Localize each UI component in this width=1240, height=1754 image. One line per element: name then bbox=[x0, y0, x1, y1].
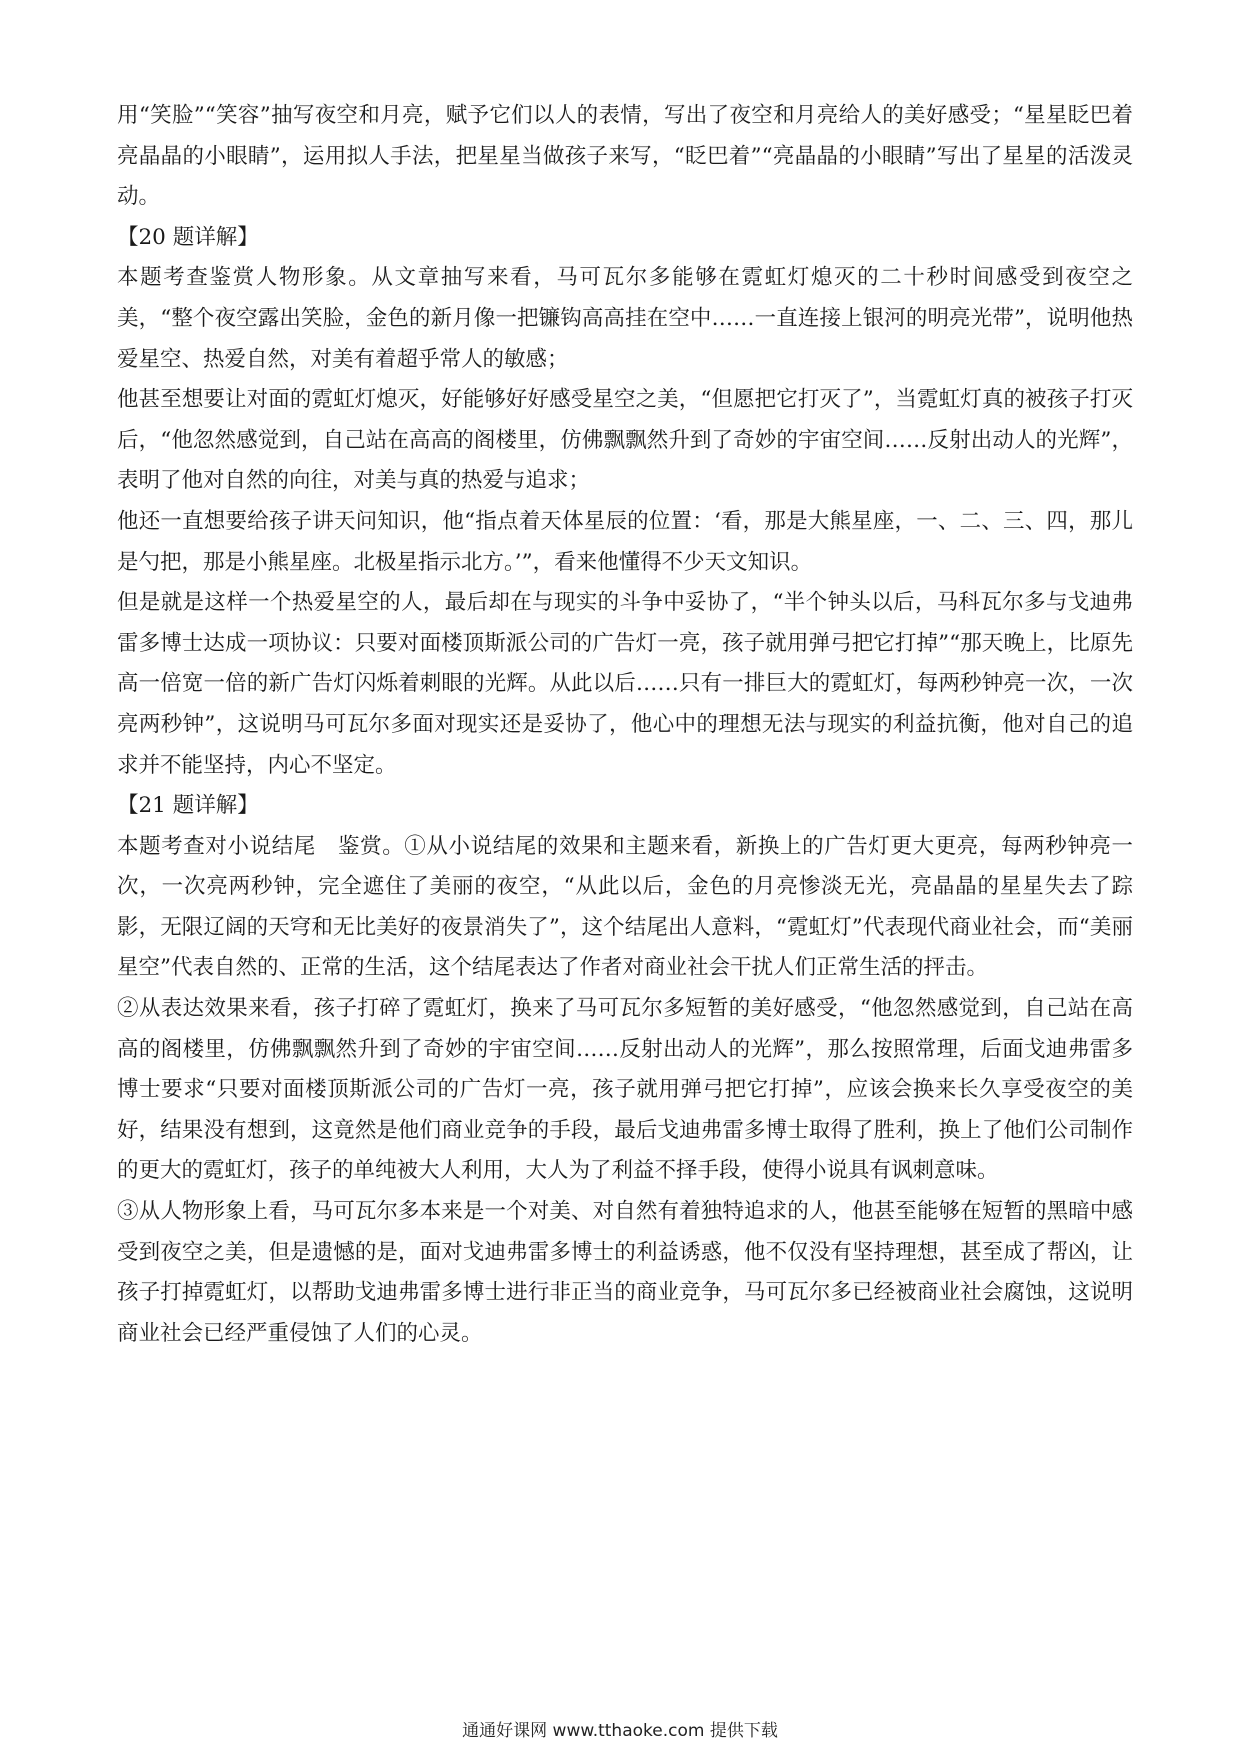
paragraph: 本题考查鉴赏人物形象。从文章抽写来看，马可瓦尔多能够在霓虹灯熄灭的二十秒时间感受到夜空之美，“整个夜空露出笑脸，金色的新月像一把镰钩高高挂在空中……一直连接上银河的明亮光带”，说明他热爱星空、热爱自然，对美有着超乎常人的敏感； bbox=[117, 265, 1133, 372]
paragraph: 用“笑脸”“笑容”抽写夜空和月亮，赋予它们以人的表情，写出了夜空和月亮给人的美好感受；“星星眨巴着亮晶晶的小眼睛”，运用拟人手法，把星星当做孩子来写，“眨巴着”“亮晶晶的小眼睛”写出了星星的活泼灵动。 bbox=[117, 103, 1133, 210]
paragraph: 本题考查对小说结尾 鉴赏。①从小说结尾的效果和主题来看，新换上的广告灯更大更亮，每两秒钟亮一次，一次亮两秒钟，完全遮住了美丽的夜空，“从此以后，金色的月亮惨淡无光，亮晶晶的星星失去了踪影，无限辽阔的天穹和无比美好的夜景消失了”，这个结尾出人意料，“霓虹灯”代表现代商业社会，而“美丽星空”代表自然的、正常的生活，这个结尾表达了作者对商业社会干扰人们正常生活的抨击。 bbox=[117, 833, 1133, 981]
paragraph: ③从人物形象上看，马可瓦尔多本来是一个对美、对自然有着独特追求的人，他甚至能够在短暂的黑暗中感受到夜空之美，但是遗憾的是，面对戈迪弗雷多博士的利益诱惑，他不仅没有坚持理想，甚至成了帮凶，让孩子打掉霓虹灯，以帮助戈迪弗雷多博士进行非正当的商业竞争，马可瓦尔多已经被商业社会腐蚀，这说明商业社会已经严重侵蚀了人们的心灵。 bbox=[117, 1199, 1133, 1346]
page-footer: 通通好课网 www.tthaoke.com 提供下载 bbox=[462, 1721, 778, 1741]
document-body bbox=[117, 96, 1133, 1354]
paragraph: 他甚至想要让对面的霓虹灯熄灭，好能够好好感受星空之美，“但愿把它打灭了”，当霓虹灯真的被孩子打灭后，“他忽然感觉到，自己站在高高的阁楼里，仿佛飘飘然升到了奇妙的宇宙空间……反射出动人的光辉”，表明了他对自然的向往，对美与真的热爱与追求； bbox=[117, 387, 1133, 494]
paragraph: ②从表达效果来看，孩子打碎了霓虹灯，换来了马可瓦尔多短暂的美好感受，“他忽然感觉到，自己站在高高的阁楼里，仿佛飘飘然升到了奇妙的宇宙空间……反射出动人的光辉”，那么按照常理，后面戈迪弗雷多博士要求“只要对面楼顶斯派公司的广告灯一亮，孩子就用弹弓把它打掉”，应该会换来长久享受夜空的美好，结果没有想到，这竟然是他们商业竞争的手段，最后戈迪弗雷多博士取得了胜利，换上了他们公司制作的更大的霓虹灯，孩子的单纯被大人利用，大人为了利益不择手段，使得小说具有讽刺意味。 bbox=[117, 996, 1133, 1184]
section-heading-21: 【21 题详解】 bbox=[117, 793, 259, 819]
section-heading-20: 【20 题详解】 bbox=[117, 224, 259, 250]
paragraph: 他还一直想要给孩子讲天问知识，他“指点着天体星辰的位置：‘看，那是大熊星座，一、二、三、四，那儿是勺把，那是小熊星座。北极星指示北方。’”，看来他懂得不少天文知识。 bbox=[117, 508, 1133, 575]
paragraph: 但是就是这样一个热爱星空的人，最后却在与现实的斗争中妥协了，“半个钟头以后，马科瓦尔多与戈迪弗雷多博士达成一项协议：只要对面楼顶斯派公司的广告灯一亮，孩子就用弹弓把它打掉”“那天晚上，比原先高一倍宽一倍的新广告灯闪烁着刺眼的光辉。从此以后……只有一排巨大的霓虹灯，每两秒钟亮一次，一次亮两秒钟”，这说明马可瓦尔多面对现实还是妥协了，他心中的理想无法与现实的利益抗衡，他对自己的追求并不能坚持，内心不坚定。 bbox=[117, 590, 1133, 778]
